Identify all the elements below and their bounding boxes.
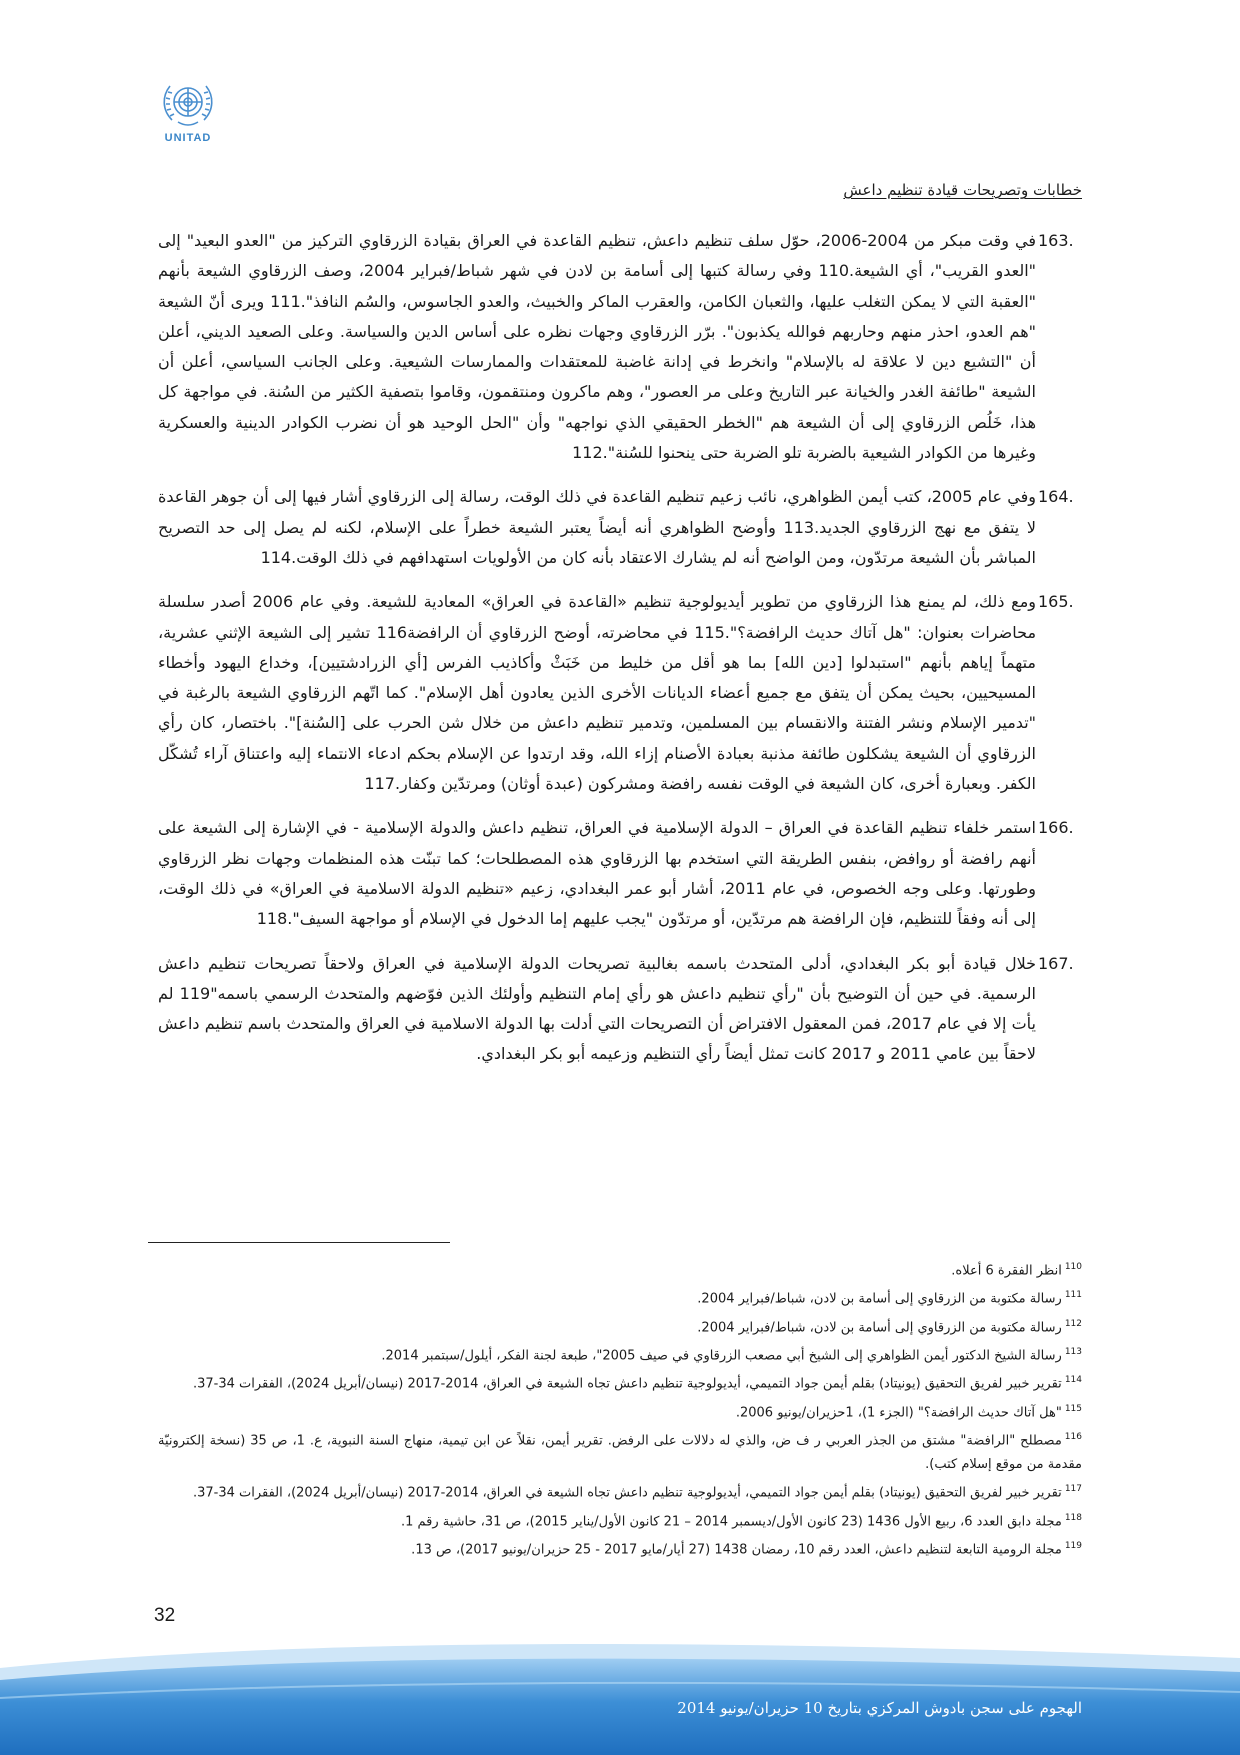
footnote-text: مجلة الرومية التابعة لتنظيم داعش، العدد رقم 10، رمضان 1438 (27 أيار/مايو 2017 - 25 حزيران/يونيو 2017)، ص 13. <box>411 1542 1062 1558</box>
footnote-number: 116 <box>1064 1431 1082 1442</box>
page-number: 32 <box>154 1605 176 1626</box>
footnote-text: رسالة الشيخ الدكتور أيمن الظواهري إلى الشيخ أبي مصعب الزرقاوي في صيف 2005"، طبعة لجنة الفكر، أيلول/سبتمبر 2014. <box>381 1348 1062 1364</box>
running-header: خطابات وتصريحات قيادة تنظيم داعش <box>843 181 1082 199</box>
footnote-number: 111 <box>1064 1290 1082 1301</box>
paragraph <box>158 482 1082 573</box>
paragraph <box>158 949 1082 1070</box>
footnote-text: رسالة مكتوبة من الزرقاوي إلى أسامة بن لادن، شباط/فبراير 2004. <box>697 1291 1062 1307</box>
footnote <box>158 1534 1082 1562</box>
logo-label: UNITAD <box>164 132 212 144</box>
footnote-number: 113 <box>1064 1346 1082 1357</box>
paragraph-text: وفي عام 2005، كتب أيمن الظواهري، نائب زعيم تنظيم القاعدة في ذلك الوقت، رسالة إلى الزرقاوي أشار فيها إلى أن جوهر القاعدة لا يتفق مع نهج الزرقاوي الجديد.113 وأوضح الظواهري أنه أيضاً يعتبر الشيعة خطراً على الإسلام، لكنه لم يصل إلى حد التصريح المباشر بأن الشيعة مرتدّون، ومن الواضح أنه لم يشارك الاعتقاد بأنه كان من الأولويات استهدافهم في ذلك الوقت.114 <box>158 487 1036 567</box>
footnote <box>158 1477 1082 1505</box>
footnote-text: مصطلح "الرافضة" مشتق من الجذر العربي ر ف ض، والذي له دلالات على الرفض. تقرير أيمن، نقلاً عن ابن تيمية، منهاج السنة النبوية، ع. 1، ص 35 (نسخة إلكترونيّة مقدمة من موقع إسلام كتب). <box>158 1433 1082 1473</box>
paragraph-text: خلال قيادة أبو بكر البغدادي، أدلى المتحدث باسمه بغالبية تصريحات الدولة الإسلامية في العراق ولاحقاً تصريحات تنظيم داعش الرسمية. في حين أن التوضيح بأن "رأي تنظيم داعش هو رأي إمام التنظيم وأولئك الذين فوّضهم والمتحدث الرسمي باسمه"119 لم يأت إلا في عام 2017، فمن المعقول الافتراض أن التصريحات التي أدلت بها الدولة الاسلامية في العراق والمتحدث باسم تنظيم داعش لاحقاً بين عامي 2011 و 2017 كانت تمثل أيضاً رأي التنظيم وزعيمه أبو بكر البغدادي. <box>158 953 1036 1064</box>
body-paragraphs <box>158 226 1082 1084</box>
footnote-text: "هل آتاك حديث الرافضة؟" (الجزء 1)، 1حزيران/يونيو 2006. <box>735 1404 1062 1420</box>
paragraph-text: في وقت مبكر من 2004-2006، حوّل سلف تنظيم داعش، تنظيم القاعدة في العراق بقيادة الزرقاوي التركيز من "العدو البعيد" إلى "العدو القريب"، أي الشيعة.110 وفي رسالة كتبها إلى أسامة بن لادن في شهر شباط/فبراير 2004، وصف الزرقاوي الشيعة بأنهم "العقبة التي لا يمكن التغلب عليها، والثعبان الكامن، والعقرب الماكر والخبيث، والعدو الجاسوس، والسُم النافذ".111 ويرى أنّ الشيعة "هم العدو، احذر منهم وحاربهم فوالله يكذبون". برّر الزرقاوي وجهات نظره على أساس الدين والسياسة. وعلى الصعيد الديني، أعلن أن "التشيع دين لا علاقة له بالإسلام" وانخرط في إدانة غاضبة للمعتقدات والممارسات الشيعية. وعلى الجانب السياسي، أعلن أن الشيعة "طائفة الغدر والخيانة عبر التاريخ وعلى مر العصور"، وهم ماكرون ومنتقمون، وقاموا بتصفية الكثير من السُنة. في مواجهة كل هذا، خَلُص الزرقاوي إلى أن الشيعة هم "الخطر الحقيقي الذي نواجهه" وأن "الحل الوحيد هو أن نضرب الكوادر الدينية والعسكرية وغيرها من الكوادر الشيعية بالضربة تلو الضربة حتى ينحنوا للسُنة".112 <box>158 231 1037 463</box>
footnote-number: 119 <box>1064 1540 1082 1551</box>
paragraph <box>158 813 1082 934</box>
paragraph-number: 167. <box>1038 953 1074 973</box>
footnote-number: 110 <box>1064 1262 1082 1272</box>
footnote-text: انظر الفقرة 6 أعلاه. <box>951 1263 1062 1279</box>
paragraph-number: 163. <box>1038 231 1074 250</box>
unitad-logo <box>148 76 228 158</box>
paragraph <box>158 226 1082 468</box>
paragraph <box>158 587 1082 799</box>
footnote <box>158 1283 1082 1311</box>
footnote-number: 118 <box>1064 1512 1082 1523</box>
footnote <box>158 1340 1082 1368</box>
footnote-divider <box>148 1242 450 1243</box>
footnote-number: 112 <box>1064 1318 1082 1329</box>
footnote-number: 117 <box>1064 1484 1082 1495</box>
footnote-number: 115 <box>1064 1403 1082 1414</box>
footer-wave <box>0 1628 1240 1755</box>
footnote <box>158 1368 1082 1396</box>
footnote-text: تقرير خبير لفريق التحقيق (يونيتاد) بقلم أيمن جواد التميمي، أيديولوجية تنظيم داعش تجاه الشيعة في العراق، 2014-2017 (نيسان/أبريل 2024)، الفقرات 34-37. <box>192 1485 1062 1501</box>
paragraph-number: 165. <box>1038 592 1074 612</box>
footnote <box>158 1312 1082 1340</box>
paragraph-number: 166. <box>1038 818 1074 838</box>
footnote <box>158 1506 1082 1534</box>
footnote <box>158 1397 1082 1425</box>
paragraph-number: 164. <box>1038 487 1074 507</box>
footnote-text: مجلة دابق العدد 6، ربيع الأول 1436 (23 كانون الأول/ديسمبر 2014 – 21 كانون الأول/يناير 2015)، ص 31، حاشية رقم 1. <box>400 1513 1062 1529</box>
footnotes <box>158 1255 1082 1562</box>
footnote-text: تقرير خبير لفريق التحقيق (يونيتاد) بقلم أيمن جواد التميمي، أيديولوجية تنظيم داعش تجاه الشيعة في العراق، 2014-2017 (نيسان/أبريل 2024)، الفقرات 34-37. <box>192 1376 1062 1392</box>
footer-caption: الهجوم على سجن بادوش المركزي بتاريخ 10 حزيران/يونيو 2014 <box>677 1699 1082 1717</box>
paragraph-text: ومع ذلك، لم يمنع هذا الزرقاوي من تطوير أيديولوجية تنظيم «القاعدة في العراق» المعادية للشيعة. وفي عام 2006 أصدر سلسلة محاضرات بعنوان: "هل آتاك حديث الرافضة؟".115 في محاضرته، أوضح الزرقاوي أن الرافضة116 تشير إلى الشيعة الإثني عشرية، متهماً إياهم بأنهم "استبدلوا [دين الله] بما هو أقل من خليط من خَبَثْ وأكاذيب الفرس [أي الزرادشتيين]، وخداع اليهود وأخطاء المسيحيين، بحيث يمكن أن يتفق مع جميع أعضاء الديانات الأخرى الذين يعادون أهل الإسلام". كما اتّهم الزرقاوي الشيعة بالرغبة في "تدمير الإسلام ونشر الفتنة والانقسام بين المسلمين، وتدمير تنظيم داعش من خلال شن الحرب على [السُنة]". باختصار، كان رأي الزرقاوي أن الشيعة يشكلون طائفة مذنبة بعبادة الأصنام إزاء الله، وقد ارتدوا عن الإسلام بحكم ادعاء الانتماء إليه واعتناق آراء تُشكّل الكفر. وبعبارة أخرى، كان الشيعة في الوقت نفسه رافضة ومشركون (عبدة أوثان) ومرتدّين وكفار.117 <box>158 592 1037 794</box>
footnote <box>158 1425 1082 1477</box>
un-emblem-icon <box>148 76 228 132</box>
footnote-text: رسالة مكتوبة من الزرقاوي إلى أسامة بن لادن، شباط/فبراير 2004. <box>697 1319 1062 1335</box>
paragraph-text: استمر خلفاء تنظيم القاعدة في العراق – الدولة الإسلامية في العراق، تنظيم داعش والدولة الإسلامية - في الإشارة إلى الشيعة على أنهم رافضة أو روافض، بنفس الطريقة التي استخدم بها الزرقاوي هذه المصطلحات؛ كما تبنّت هذه المنظمات وجهات نظر الزرقاوي وطورتها. وعلى وجه الخصوص، في عام 2011، أشار أبو عمر البغدادي، زعيم «تنظيم الدولة الاسلامية في العراق» في ذلك الوقت، إلى أنه وفقاً للتنظيم، فإن الرافضة هم مرتدّين، أو مرتدّون "يجب عليهم إما الدخول في الإسلام أو مواجهة السيف".118 <box>158 818 1037 929</box>
footnote <box>158 1255 1082 1283</box>
footnote-number: 114 <box>1064 1375 1082 1386</box>
